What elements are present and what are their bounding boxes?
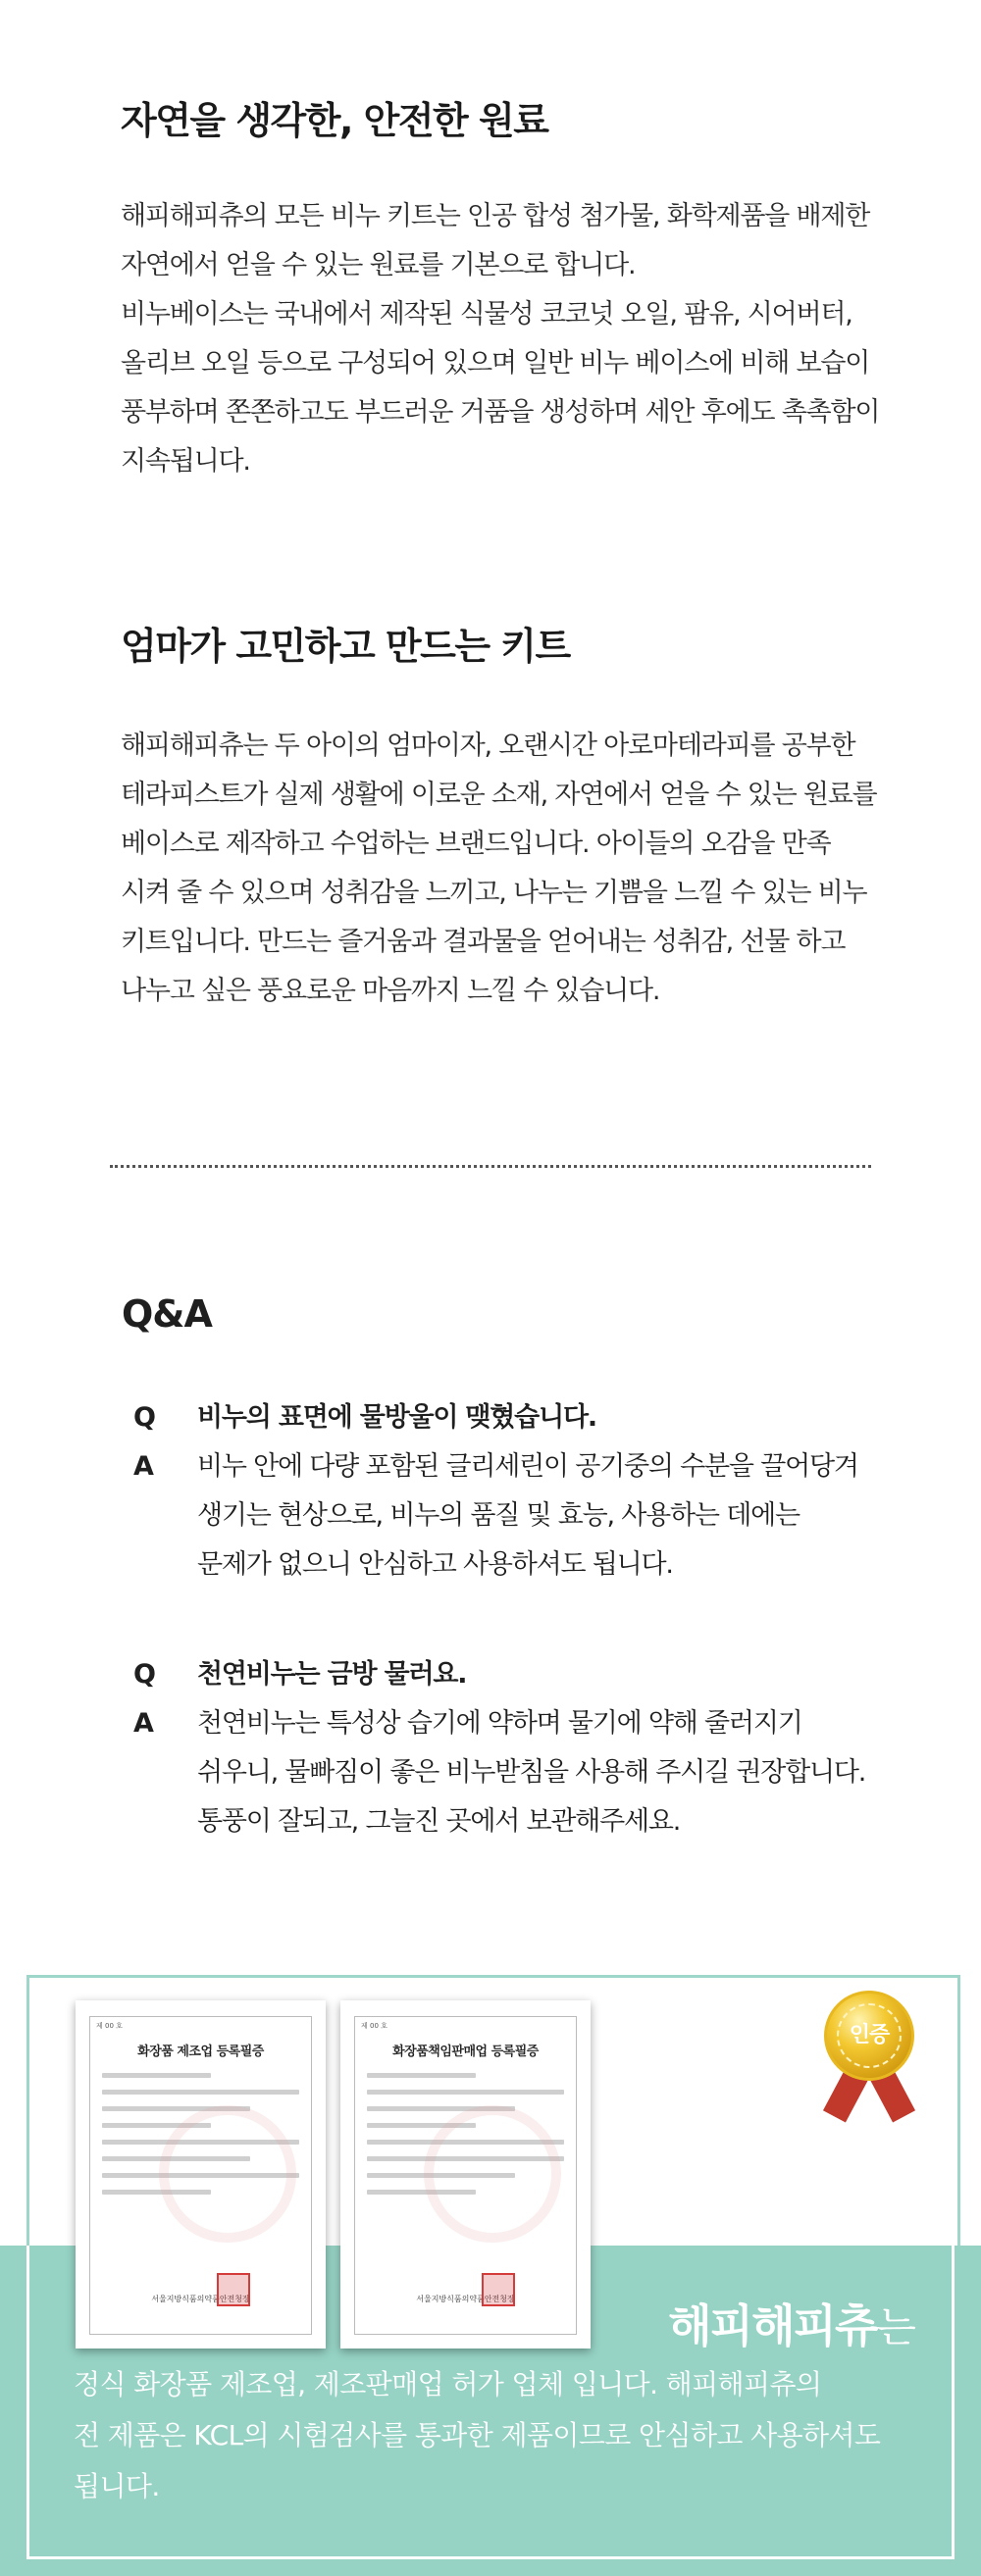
answer-line: 쉬우니, 물빠짐이 좋은 비누받침을 사용해 주시길 권장합니다. [197, 1757, 866, 1788]
answer-line: 천연비누는 특성상 습기에 약하며 물기에 약해 줄러지기 [197, 1708, 802, 1739]
sales-certificate [340, 2000, 591, 2349]
text-line [102, 2090, 299, 2095]
section-natural-ingredients [121, 90, 886, 144]
section-paragraph [121, 192, 886, 486]
section-body [121, 192, 886, 486]
manufacturing-certificate [76, 2000, 326, 2349]
certificate-description [74, 2359, 917, 2512]
text-line [102, 2073, 211, 2078]
section-mom-made-kit [121, 616, 886, 670]
description-line: 정식 화장품 제조업, 제조판매업 허가 업체 입니다. 해피해피츄의 [74, 2368, 822, 2400]
answer-line: 문제가 없으니 안심하고 사용하셔도 됩니다. [197, 1549, 673, 1580]
brand-heading [668, 2291, 914, 2355]
watermark-emblem [159, 2105, 296, 2243]
paragraph-line: 자연에서 얻을 수 있는 원료를 기본으로 합니다. [121, 250, 636, 280]
answer-line: 통풍이 잘되고, 그늘진 곳에서 보관해주세요. [197, 1806, 681, 1837]
description-line: 전 제품은 KCL의 시험검사를 통과한 제품이므로 안심하고 사용하셔도 [74, 2419, 881, 2451]
paragraph-line: 지속됩니다. [121, 446, 250, 477]
qa-question-2 [133, 1650, 879, 1699]
section-title: 엄마가 고민하고 만드는 키트 [121, 625, 570, 668]
paragraph-line: 해피해피츄는 두 아이의 엄마이자, 오랜시간 아로마테라피를 공부한 [121, 731, 855, 761]
official-seal-icon [217, 2273, 250, 2306]
dotted-divider [110, 1165, 871, 1168]
qa-question-1 [133, 1393, 879, 1442]
certificate-issuer: 서울지방식품의약품안전청장 [151, 2295, 250, 2303]
paragraph-line: 키트입니다. 만드는 즐거움과 결과물을 얻어내는 성취감, 선물 하고 [121, 927, 846, 957]
certificate-issuer: 서울지방식품의약품안전청장 [416, 2295, 515, 2303]
official-seal-icon [482, 2273, 515, 2306]
answer-line: 생기는 현상으로, 비누의 품질 및 효능, 사용하는 데에는 [197, 1500, 800, 1531]
a-mark: A [133, 1451, 153, 1482]
paragraph-line: 올리브 오일 등으로 구성되어 있으며 일반 비누 베이스에 비해 보습이 [121, 348, 870, 379]
text-line [367, 2090, 564, 2095]
brand-name: 해피해피츄 [668, 2299, 877, 2352]
section-title: 자연을 생각한, 안전한 원료 [121, 99, 548, 142]
qa-title: Q&A [122, 1292, 212, 1336]
paragraph-line: 베이스로 제작하고 수업하는 브랜드입니다. 아이들의 오감을 만족 [121, 829, 831, 859]
paragraph-line: 테라피스트가 실제 생활에 이로운 소재, 자연에서 얻을 수 있는 원료를 [121, 780, 877, 810]
medal-label: 인증 [849, 2023, 890, 2047]
text-line [367, 2073, 476, 2078]
description-line: 됩니다. [74, 2470, 160, 2502]
answer-line: 비누 안에 다량 포함된 글리세린이 공기중의 수분을 끌어당겨 [197, 1451, 858, 1482]
qa-answer-1 [133, 1442, 879, 1590]
q-mark: Q [133, 1659, 155, 1690]
paragraph-line: 풍부하며 쫀쫀하고도 부드러운 거품을 생성하며 세안 후에도 촉촉함이 [121, 397, 880, 428]
certificate-number: 제 00 호 [361, 2022, 387, 2030]
watermark-emblem [424, 2105, 561, 2243]
certificate-title: 화장품책임판매업 등록필증 [392, 2045, 539, 2059]
section-paragraph [121, 722, 886, 1016]
certificate-title: 화장품 제조업 등록필증 [137, 2045, 264, 2059]
paragraph-line: 비누베이스는 국내에서 제작된 식물성 코코넛 오일, 팜유, 시어버터, [121, 299, 852, 329]
certificate-number: 제 00 호 [96, 2022, 123, 2030]
a-mark: A [133, 1708, 153, 1739]
question-text: 비누의 표면에 물방울이 맺혔습니다. [197, 1402, 596, 1433]
paragraph-line: 시켜 줄 수 있으며 성취감을 느끼고, 나누는 기쁨을 느낄 수 있는 비누 [121, 878, 867, 908]
question-text: 천연비누는 금방 물러요. [197, 1659, 467, 1690]
section-body [121, 722, 886, 1016]
brand-suffix: 는 [876, 2303, 914, 2351]
qa-answer-2 [133, 1699, 879, 1846]
paragraph-line: 해피해피츄의 모든 비누 키트는 인공 합성 첨가물, 화학제품을 배제한 [121, 201, 870, 231]
q-mark: Q [133, 1402, 155, 1433]
paragraph-line: 나누고 싶은 풍요로운 마음까지 느낄 수 있습니다. [121, 976, 660, 1006]
